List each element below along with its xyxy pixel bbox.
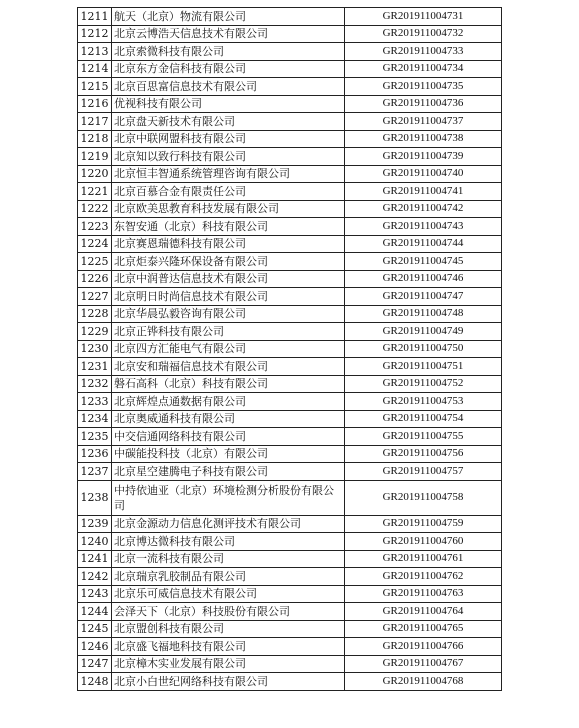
table-row <box>78 673 502 691</box>
certificate-number-cell: GR201911004753 <box>345 393 502 411</box>
certificate-number-cell: GR201911004731 <box>345 8 502 26</box>
company-name-cell: 北京盟创科技有限公司 <box>112 620 345 638</box>
table-row <box>78 585 502 603</box>
certificate-table <box>77 7 502 691</box>
row-number-cell: 1222 <box>78 200 112 218</box>
table-row <box>78 165 502 183</box>
company-name-cell: 东智安通（北京）科技有限公司 <box>112 218 345 236</box>
row-number-cell: 1220 <box>78 165 112 183</box>
company-name-cell: 北京云博浩天信息技术有限公司 <box>112 25 345 43</box>
company-name-cell: 优视科技有限公司 <box>112 95 345 113</box>
table-row <box>78 235 502 253</box>
certificate-number-cell: GR201911004739 <box>345 148 502 166</box>
company-name-cell: 磐石高科（北京）科技有限公司 <box>112 375 345 393</box>
company-name-cell: 北京炬泰兴隆环保设备有限公司 <box>112 253 345 271</box>
table-row <box>78 323 502 341</box>
table-row <box>78 550 502 568</box>
company-name-cell: 北京东方金信科技有限公司 <box>112 60 345 78</box>
row-number-cell: 1248 <box>78 673 112 691</box>
company-name-cell: 北京樟木实业发展有限公司 <box>112 655 345 673</box>
company-name-cell: 北京辉煌点通数据有限公司 <box>112 393 345 411</box>
company-name-cell: 北京安和瑞福信息技术有限公司 <box>112 358 345 376</box>
company-name-cell: 北京小白世纪网络科技有限公司 <box>112 673 345 691</box>
row-number-cell: 1247 <box>78 655 112 673</box>
company-name-cell: 北京正铧科技有限公司 <box>112 323 345 341</box>
table-row <box>78 25 502 43</box>
certificate-number-cell: GR201911004767 <box>345 655 502 673</box>
company-name-cell: 北京欧美思教育科技发展有限公司 <box>112 200 345 218</box>
company-name-cell: 中碳能投科技（北京）有限公司 <box>112 445 345 463</box>
company-name-cell: 北京一流科技有限公司 <box>112 550 345 568</box>
row-number-cell: 1215 <box>78 78 112 96</box>
table-row <box>78 253 502 271</box>
row-number-cell: 1246 <box>78 638 112 656</box>
table-row <box>78 340 502 358</box>
table-row <box>78 620 502 638</box>
table-row <box>78 95 502 113</box>
table-body <box>78 8 502 691</box>
certificate-number-cell: GR201911004752 <box>345 375 502 393</box>
row-number-cell: 1216 <box>78 95 112 113</box>
certificate-number-cell: GR201911004765 <box>345 620 502 638</box>
row-number-cell: 1213 <box>78 43 112 61</box>
table-row <box>78 480 502 515</box>
certificate-number-cell: GR201911004766 <box>345 638 502 656</box>
certificate-number-cell: GR201911004743 <box>345 218 502 236</box>
row-number-cell: 1212 <box>78 25 112 43</box>
company-name-cell: 北京百思富信息技术有限公司 <box>112 78 345 96</box>
certificate-number-cell: GR201911004744 <box>345 235 502 253</box>
table-row <box>78 568 502 586</box>
certificate-number-cell: GR201911004760 <box>345 533 502 551</box>
certificate-number-cell: GR201911004762 <box>345 568 502 586</box>
row-number-cell: 1232 <box>78 375 112 393</box>
company-name-cell: 北京博达微科技有限公司 <box>112 533 345 551</box>
table-row <box>78 638 502 656</box>
table-row <box>78 358 502 376</box>
row-number-cell: 1218 <box>78 130 112 148</box>
certificate-number-cell: GR201911004746 <box>345 270 502 288</box>
company-name-cell: 北京盘天新技术有限公司 <box>112 113 345 131</box>
row-number-cell: 1211 <box>78 8 112 26</box>
company-name-cell: 北京百慕合金有限责任公司 <box>112 183 345 201</box>
table-row <box>78 148 502 166</box>
row-number-cell: 1233 <box>78 393 112 411</box>
certificate-number-cell: GR201911004759 <box>345 515 502 533</box>
certificate-number-cell: GR201911004761 <box>345 550 502 568</box>
table-row <box>78 270 502 288</box>
row-number-cell: 1244 <box>78 603 112 621</box>
table-row <box>78 533 502 551</box>
row-number-cell: 1235 <box>78 428 112 446</box>
company-name-cell: 北京知以致行科技有限公司 <box>112 148 345 166</box>
table-row <box>78 463 502 481</box>
certificate-number-cell: GR201911004736 <box>345 95 502 113</box>
table-row <box>78 60 502 78</box>
company-name-cell: 北京盛飞福地科技有限公司 <box>112 638 345 656</box>
certificate-number-cell: GR201911004755 <box>345 428 502 446</box>
row-number-cell: 1217 <box>78 113 112 131</box>
certificate-number-cell: GR201911004748 <box>345 305 502 323</box>
company-name-cell: 北京奥威通科技有限公司 <box>112 410 345 428</box>
table-row <box>78 78 502 96</box>
row-number-cell: 1234 <box>78 410 112 428</box>
company-name-cell: 北京金源动力信息化测评技术有限公司 <box>112 515 345 533</box>
certificate-number-cell: GR201911004763 <box>345 585 502 603</box>
certificate-number-cell: GR201911004747 <box>345 288 502 306</box>
row-number-cell: 1229 <box>78 323 112 341</box>
certificate-number-cell: GR201911004749 <box>345 323 502 341</box>
certificate-number-cell: GR201911004735 <box>345 78 502 96</box>
certificate-number-cell: GR201911004754 <box>345 410 502 428</box>
row-number-cell: 1242 <box>78 568 112 586</box>
row-number-cell: 1227 <box>78 288 112 306</box>
company-name-cell: 北京四方汇能电气有限公司 <box>112 340 345 358</box>
row-number-cell: 1240 <box>78 533 112 551</box>
certificate-number-cell: GR201911004732 <box>345 25 502 43</box>
row-number-cell: 1245 <box>78 620 112 638</box>
row-number-cell: 1239 <box>78 515 112 533</box>
row-number-cell: 1223 <box>78 218 112 236</box>
table-row <box>78 183 502 201</box>
certificate-number-cell: GR201911004737 <box>345 113 502 131</box>
row-number-cell: 1225 <box>78 253 112 271</box>
row-number-cell: 1238 <box>78 480 112 515</box>
company-name-cell: 北京华晨弘毅咨询有限公司 <box>112 305 345 323</box>
certificate-number-cell: GR201911004756 <box>345 445 502 463</box>
certificate-number-cell: GR201911004750 <box>345 340 502 358</box>
row-number-cell: 1219 <box>78 148 112 166</box>
table-row <box>78 113 502 131</box>
table-row <box>78 130 502 148</box>
table-row <box>78 603 502 621</box>
company-name-cell: 会泽天下（北京）科技股份有限公司 <box>112 603 345 621</box>
table-row <box>78 445 502 463</box>
certificate-number-cell: GR201911004764 <box>345 603 502 621</box>
table-row <box>78 375 502 393</box>
table-row <box>78 305 502 323</box>
company-name-cell: 北京明日时尚信息技术有限公司 <box>112 288 345 306</box>
certificate-number-cell: GR201911004758 <box>345 480 502 515</box>
row-number-cell: 1221 <box>78 183 112 201</box>
table-row <box>78 218 502 236</box>
certificate-number-cell: GR201911004745 <box>345 253 502 271</box>
certificate-number-cell: GR201911004742 <box>345 200 502 218</box>
table-row <box>78 428 502 446</box>
table-row <box>78 655 502 673</box>
certificate-number-cell: GR201911004741 <box>345 183 502 201</box>
certificate-number-cell: GR201911004751 <box>345 358 502 376</box>
row-number-cell: 1241 <box>78 550 112 568</box>
row-number-cell: 1228 <box>78 305 112 323</box>
company-name-cell: 中持依迪亚（北京）环境检测分析股份有限公司 <box>112 480 345 515</box>
certificate-number-cell: GR201911004733 <box>345 43 502 61</box>
row-number-cell: 1231 <box>78 358 112 376</box>
company-name-cell: 北京恒丰智通系统管理咨询有限公司 <box>112 165 345 183</box>
table-row <box>78 288 502 306</box>
certificate-number-cell: GR201911004734 <box>345 60 502 78</box>
row-number-cell: 1230 <box>78 340 112 358</box>
company-name-cell: 中交信通网络科技有限公司 <box>112 428 345 446</box>
row-number-cell: 1243 <box>78 585 112 603</box>
table-row <box>78 8 502 26</box>
company-name-cell: 北京中润普达信息技术有限公司 <box>112 270 345 288</box>
certificate-number-cell: GR201911004738 <box>345 130 502 148</box>
company-name-cell: 北京瑞京乳胶制品有限公司 <box>112 568 345 586</box>
table-row <box>78 43 502 61</box>
row-number-cell: 1214 <box>78 60 112 78</box>
row-number-cell: 1236 <box>78 445 112 463</box>
row-number-cell: 1226 <box>78 270 112 288</box>
company-name-cell: 北京中联网盟科技有限公司 <box>112 130 345 148</box>
table-row <box>78 200 502 218</box>
company-name-cell: 北京乐可威信息技术有限公司 <box>112 585 345 603</box>
company-name-cell: 北京索微科技有限公司 <box>112 43 345 61</box>
certificate-number-cell: GR201911004757 <box>345 463 502 481</box>
certificate-number-cell: GR201911004740 <box>345 165 502 183</box>
company-name-cell: 航天（北京）物流有限公司 <box>112 8 345 26</box>
certificate-number-cell: GR201911004768 <box>345 673 502 691</box>
company-name-cell: 北京赛恩瑞德科技有限公司 <box>112 235 345 253</box>
row-number-cell: 1224 <box>78 235 112 253</box>
row-number-cell: 1237 <box>78 463 112 481</box>
table-row <box>78 410 502 428</box>
table-row <box>78 515 502 533</box>
company-name-cell: 北京星空建腾电子科技有限公司 <box>112 463 345 481</box>
table-row <box>78 393 502 411</box>
